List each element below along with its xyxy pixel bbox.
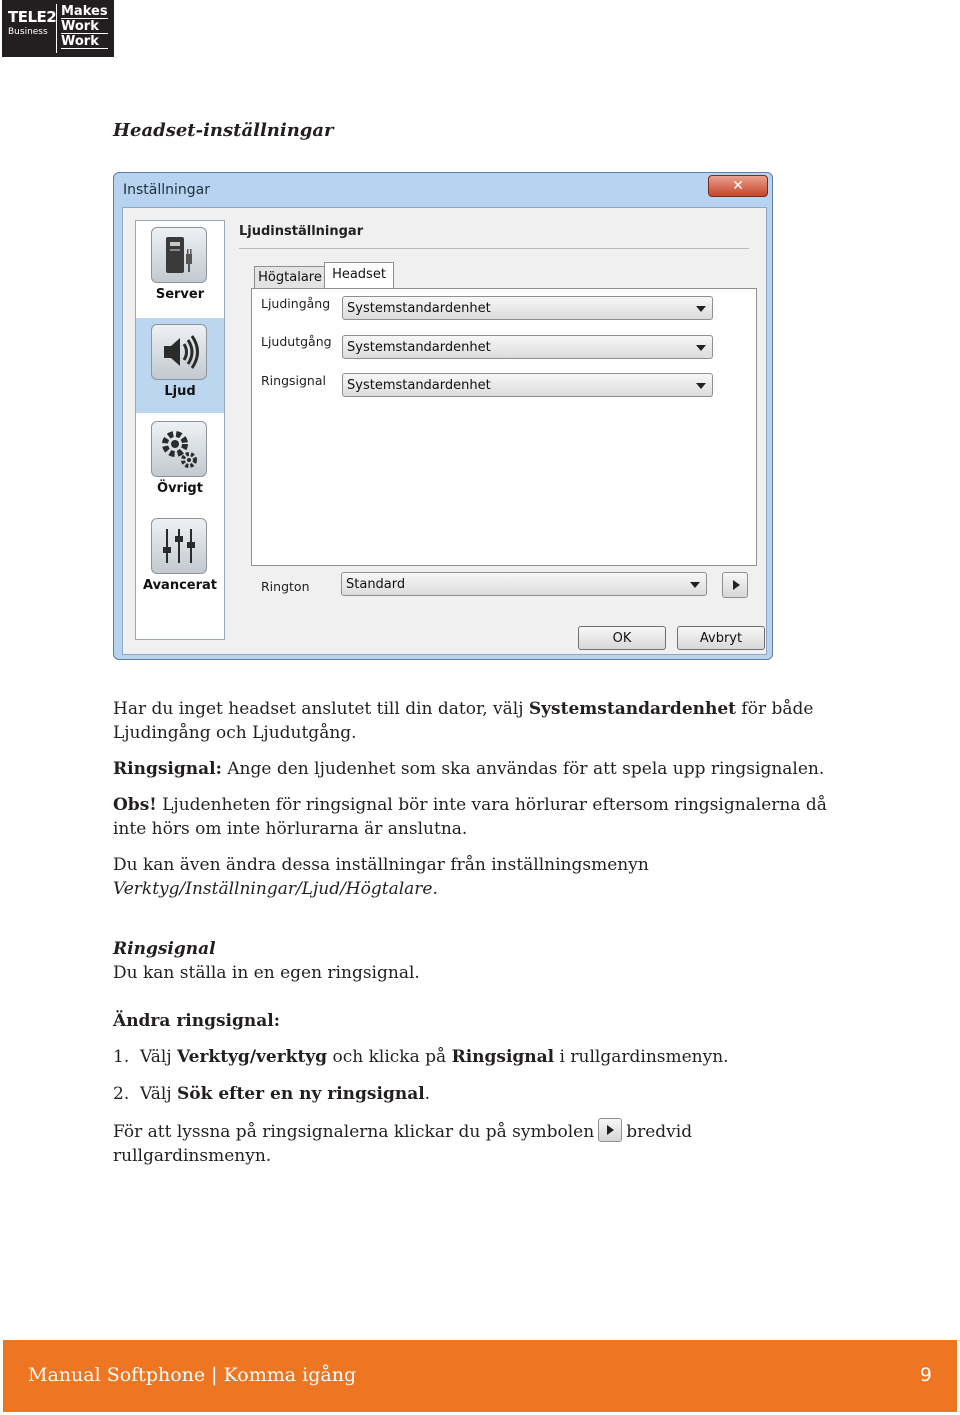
step-1-text: Välj [140,1047,178,1067]
p3-text-2: inte hörs om inte hörlurarna är anslutna. [113,819,468,839]
tab-panel [251,288,757,566]
section-divider [239,248,749,249]
tab-hogtalare[interactable]: Högtalare [254,266,326,289]
ljudutgang-select[interactable] [342,335,713,359]
tab-headset[interactable]: Headset [324,262,394,289]
paragraph-2 [113,757,824,781]
tele2-logo [2,0,114,57]
step-1-bold: Verktyg/verktyg [177,1047,328,1067]
paragraph-1 [113,697,813,745]
p6-text-2: bredvid [626,1122,693,1142]
step-2-bold: Sök efter en ny ringsignal [177,1084,425,1104]
close-button[interactable]: ✕ [708,175,768,197]
p3-bold: Obs! [113,795,157,815]
ljudingang-value: Systemstandardenhet [347,301,491,316]
ok-button[interactable]: OK [578,626,666,650]
logo-tagline-2: Work [61,20,108,34]
sidebar-label-ljud: Ljud [164,384,196,399]
sidebar-label-server: Server [155,287,205,302]
p4-text: Du kan även ändra dessa inställningar från inställningsmenyn [113,855,649,875]
ringsignal-select[interactable] [342,373,713,397]
ljudutgang-value: Systemstandardenhet [347,340,491,355]
sidebar-label-ovrigt: Övrigt [157,481,203,496]
settings-sidebar [135,220,225,640]
label-rington: Rington [261,579,310,594]
page-number: 9 [919,1364,932,1386]
cancel-button[interactable]: Avbryt [677,626,765,650]
page-heading: Headset-inställningar [113,120,334,141]
paragraph-4 [113,853,649,901]
p1-text-3: Ljudingång och Ljudutgång. [113,723,357,743]
ljudingang-select[interactable] [342,296,713,320]
p4-path: Verktyg/Inställningar/Ljud/Högtalare. [113,879,438,899]
p3-text: Ljudenheten för ringsignal bör inte vara hörlurar eftersom ringsignalerna då [156,795,827,815]
settings-dialog [113,172,773,660]
section-title: Ljudinställningar [239,224,364,239]
p1-text-2: för både [736,699,814,719]
gear-icon [151,421,207,477]
sliders-icon [151,518,207,574]
logo-brand: TELE2 [8,8,57,26]
dialog-title: Inställningar [123,182,211,198]
step-1-number: 1. [113,1047,130,1067]
ringsignal-value: Systemstandardenhet [347,378,491,393]
logo-tagline [61,5,108,50]
paragraph-3 [113,793,827,841]
step-1-text-3: i rullgardinsmenyn. [554,1047,729,1067]
p1-bold: Systemstandardenhet [528,699,737,719]
label-ljudutgang: Ljudutgång [261,334,332,349]
play-icon [598,1118,622,1142]
play-icon [733,580,740,590]
dialog-client [122,207,767,655]
chevron-down-icon [690,582,700,588]
step-2-number: 2. [113,1084,130,1104]
step-1-text-2: och klicka på [327,1047,452,1067]
step-2-text-2: . [424,1084,431,1104]
p5-text: Du kan ställa in en egen ringsignal. [113,963,420,983]
paragraph-ringsignal [113,937,420,985]
rington-value: Standard [346,577,406,592]
server-icon [151,227,207,283]
label-ljudingang: Ljudingång [261,296,331,311]
p6-text-3: rullgardinsmenyn. [113,1146,272,1166]
sidebar-item-ovrigt[interactable] [136,415,224,510]
logo-tagline-3: Work [61,35,108,49]
speaker-icon [151,324,207,380]
sidebar-item-server[interactable] [136,221,224,316]
logo-tagline-1: Makes [61,4,108,19]
andra-heading: Ändra ringsignal: [113,1011,281,1031]
rington-select[interactable] [341,572,707,596]
footer-title: Manual Softphone | Komma igång [28,1364,357,1386]
p6-text: För att lyssna på ringsignalerna klickar du på symbolen [113,1122,595,1142]
ringsignal-heading: Ringsignal [113,939,216,959]
play-button[interactable] [722,572,748,598]
step-2 [113,1082,430,1106]
sidebar-item-ljud[interactable] [136,318,224,413]
chevron-down-icon [696,383,706,389]
logo-sub: Business [8,27,48,37]
step-2-text: Välj [140,1084,178,1104]
sidebar-item-avancerat[interactable] [136,512,224,607]
paragraph-6 [113,1118,692,1168]
play-triangle [607,1125,614,1135]
step-1 [113,1045,729,1069]
chevron-down-icon [696,306,706,312]
page-footer [3,1340,957,1412]
heading-andra [113,1009,280,1033]
logo-separator [56,4,57,53]
p2-bold: Ringsignal: [113,759,222,779]
label-ringsignal: Ringsignal [261,373,326,388]
p1-text: Har du inget headset anslutet till din dator, välj [113,699,529,719]
step-1-bold-2: Ringsignal [451,1047,555,1067]
chevron-down-icon [696,345,706,351]
p2-text: Ange den ljudenhet som ska användas för att spela upp ringsignalen. [221,759,825,779]
sidebar-label-avancerat: Avancerat [142,578,218,593]
